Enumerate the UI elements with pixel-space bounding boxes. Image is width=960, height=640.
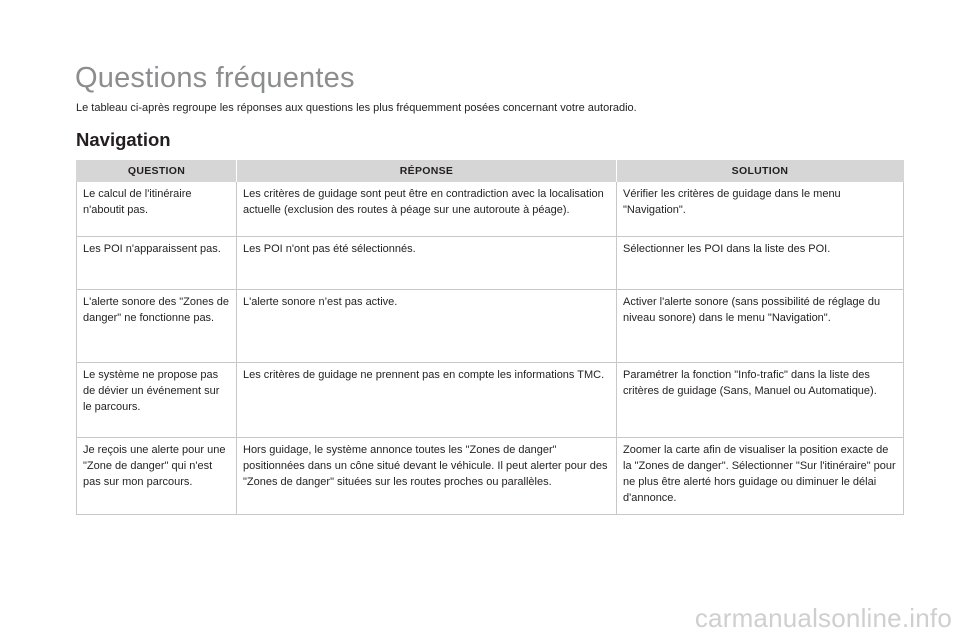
faq-table bbox=[76, 160, 904, 515]
table-row bbox=[77, 438, 904, 515]
column-header-question: QUESTION bbox=[77, 160, 237, 182]
section-title: Navigation bbox=[76, 129, 171, 150]
question-cell: Je reçois une alerte pour une "Zone de danger" qui n'est pas sur mon parcours. bbox=[77, 438, 237, 515]
solution-cell: Sélectionner les POI dans la liste des POI. bbox=[617, 237, 904, 290]
reponse-cell: Les critères de guidage ne prennent pas en compte les informations TMC. bbox=[237, 363, 617, 438]
column-header-solution: SOLUTION bbox=[617, 160, 904, 182]
column-header-reponse: RÉPONSE bbox=[237, 160, 617, 182]
page-title: Questions fréquentes bbox=[75, 62, 355, 94]
table-row bbox=[77, 182, 904, 237]
intro-text: Le tableau ci-après regroupe les réponses aux questions les plus fréquemment posées concernant votre autoradio. bbox=[76, 102, 637, 114]
solution-cell: Zoomer la carte afin de visualiser la position exacte de la "Zones de danger". Sélectionner "Sur l'itinéraire" pour ne plus être alerté hors guidage ou diminuer le délai d'annonce. bbox=[617, 438, 904, 515]
solution-cell: Vérifier les critères de guidage dans le menu "Navigation". bbox=[617, 182, 904, 237]
table-row bbox=[77, 237, 904, 290]
reponse-cell: Les critères de guidage sont peut être en contradiction avec la localisation actuelle (exclusion des routes à péage sur une autoroute à péage). bbox=[237, 182, 617, 237]
table-header-row bbox=[77, 160, 904, 182]
solution-cell: Activer l'alerte sonore (sans possibilité de réglage du niveau sonore) dans le menu "Navigation". bbox=[617, 290, 904, 363]
reponse-cell: Hors guidage, le système annonce toutes les "Zones de danger" positionnées dans un cône situé devant le véhicule. Il peut alerter pour des "Zones de danger" situées sur les routes proches ou parallèles. bbox=[237, 438, 617, 515]
watermark: carmanualsonline.info bbox=[694, 603, 952, 633]
question-cell: L'alerte sonore des "Zones de danger" ne fonctionne pas. bbox=[77, 290, 237, 363]
reponse-cell: Les POI n'ont pas été sélectionnés. bbox=[237, 237, 617, 290]
question-cell: Les POI n'apparaissent pas. bbox=[77, 237, 237, 290]
table-row bbox=[77, 363, 904, 438]
solution-cell: Paramétrer la fonction "Info-trafic" dans la liste des critères de guidage (Sans, Manuel ou Automatique). bbox=[617, 363, 904, 438]
question-cell: Le système ne propose pas de dévier un événement sur le parcours. bbox=[77, 363, 237, 438]
table-row bbox=[77, 290, 904, 363]
question-cell: Le calcul de l'itinéraire n'aboutit pas. bbox=[77, 182, 237, 237]
reponse-cell: L'alerte sonore n’est pas active. bbox=[237, 290, 617, 363]
